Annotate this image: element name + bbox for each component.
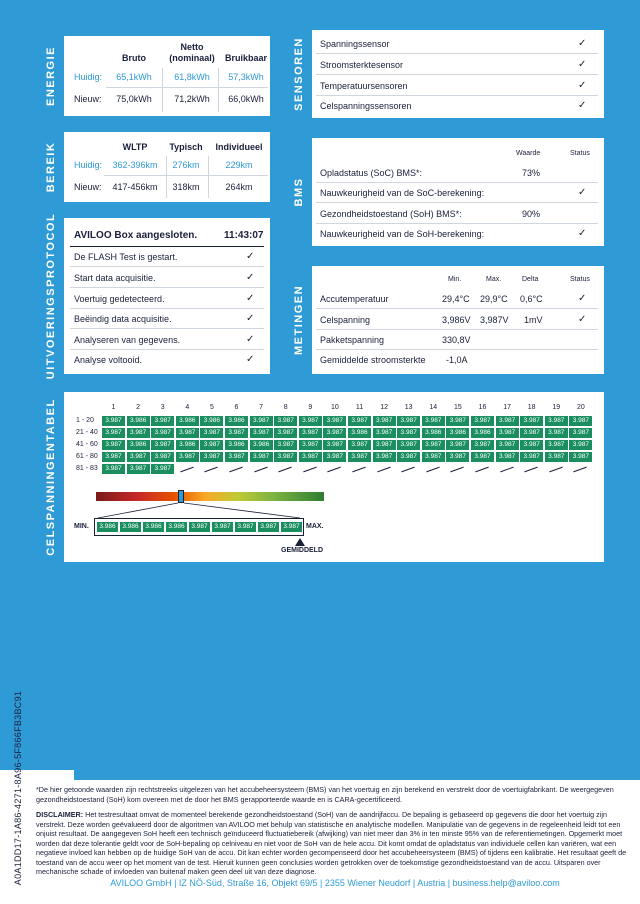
- metingen-min: 330,8V: [442, 335, 471, 345]
- divider: [70, 349, 264, 350]
- cell-voltage: 3.986: [200, 416, 223, 426]
- energie-nieuw-label: Nieuw:: [74, 94, 102, 104]
- protocol-item: Analyse voltooid.: [74, 355, 143, 365]
- cell-voltage: 3.986: [176, 440, 199, 450]
- divider: [208, 156, 209, 198]
- column-number: 16: [478, 404, 487, 411]
- col-netto: Netto: [180, 42, 204, 52]
- check-icon: ✓: [578, 293, 587, 304]
- divider: [316, 223, 598, 224]
- divider: [316, 349, 598, 350]
- sensor-item: Stroomsterktesensor: [320, 60, 404, 70]
- bereik-nieuw-individueel: 264km: [225, 182, 253, 192]
- cell-voltage: 3.987: [397, 440, 420, 450]
- bereik-huidig-individueel: 229km: [225, 160, 253, 170]
- cell-voltage: 3.987: [545, 440, 568, 450]
- footer-text: [36, 785, 634, 883]
- cell-voltage: 3.987: [496, 452, 519, 462]
- row-label: 1 - 20: [76, 417, 94, 424]
- bms-label: Gezondheidstoestand (SoH) BMS*:: [320, 209, 462, 219]
- metingen-side: METINGEN: [286, 266, 312, 374]
- cell-voltage: 3.987: [225, 452, 248, 462]
- cell-voltage: 3.987: [250, 428, 273, 438]
- column-number: 14: [429, 404, 438, 411]
- energie-nieuw-netto: 71,2kWh: [174, 94, 210, 104]
- metingen-max: 3,987V: [480, 315, 509, 325]
- cell-voltage: 3.987: [348, 416, 371, 426]
- row-label: 21 - 40: [76, 429, 98, 436]
- cell-voltage: 3.987: [520, 428, 543, 438]
- bms-card: [284, 136, 606, 248]
- divider: [70, 266, 264, 267]
- bereik-nieuw-wltp: 417-456km: [112, 182, 158, 192]
- column-number: 15: [453, 404, 462, 411]
- protocol-item: Start data acquisitie.: [74, 273, 156, 283]
- divider: [316, 53, 598, 54]
- check-icon: ✓: [578, 80, 587, 91]
- cell-voltage: 3.987: [299, 428, 322, 438]
- cell-voltage: 3.987: [545, 416, 568, 426]
- col-wltp: WLTP: [122, 142, 148, 152]
- column-number: 18: [527, 404, 536, 411]
- col-bruto: Bruto: [122, 53, 146, 63]
- cell-voltage: 3.987: [151, 428, 174, 438]
- divider: [70, 287, 264, 288]
- cell-voltage: 3.987: [274, 416, 297, 426]
- protocol-card: [36, 212, 272, 380]
- scale-cell: 3.987: [235, 522, 256, 532]
- cell-voltage: 3.987: [471, 452, 494, 462]
- divider: [162, 68, 163, 112]
- cell-voltage: 3.987: [373, 428, 396, 438]
- cell-voltage: 3.987: [496, 428, 519, 438]
- cell-voltage: 3.987: [299, 440, 322, 450]
- energie-huidig-bruto: 65,1kWh: [116, 72, 152, 82]
- check-icon: ✓: [246, 272, 255, 283]
- metingen-max: 29,9°C: [480, 294, 508, 304]
- energie-huidig-netto: 61,8kWh: [174, 72, 210, 82]
- column-number: 6: [234, 404, 239, 411]
- cell-voltage: 3.987: [151, 416, 174, 426]
- cell-voltage: 3.987: [397, 416, 420, 426]
- scale-cell: 3.986: [143, 522, 164, 532]
- document-id: A0A1DD17-1A86-4271-8A96-5F866FB3BC91: [13, 690, 23, 885]
- column-number: 2: [136, 404, 141, 411]
- divider: [70, 328, 264, 329]
- column-number: 19: [552, 404, 561, 411]
- cell-voltage: 3.987: [151, 464, 174, 474]
- cell-voltage: 3.987: [496, 440, 519, 450]
- cell-voltage: 3.987: [446, 452, 469, 462]
- divider: [104, 175, 268, 176]
- bereik-nieuw-label: Nieuw:: [74, 182, 102, 192]
- cell-voltage: 3.987: [200, 452, 223, 462]
- protocol-item: Beëindig data acquisitie.: [74, 314, 172, 324]
- column-number: 3: [160, 404, 165, 411]
- company-address: AVILOO GmbH | IZ NÖ-Süd, Straße 16, Objekt 69/5 | 2355 Wiener Neudorf | Austria | business.help@aviloo.com: [110, 878, 560, 888]
- bereik-card: [36, 130, 272, 204]
- cell-voltage: 3.986: [225, 440, 248, 450]
- cell-voltage: 3.987: [422, 452, 445, 462]
- check-icon: ✓: [246, 354, 255, 365]
- cell-voltage: 3.987: [250, 416, 273, 426]
- divider: [106, 87, 268, 88]
- cell-voltage: 3.986: [176, 416, 199, 426]
- cell-voltage: 3.986: [446, 428, 469, 438]
- divider: [316, 74, 598, 75]
- col-max: Max.: [486, 276, 502, 283]
- scale-cell: 3.987: [212, 522, 233, 532]
- cell-voltage: 3.987: [274, 428, 297, 438]
- cell-voltage: 3.987: [348, 452, 371, 462]
- cell-voltage: 3.987: [102, 416, 125, 426]
- bms-label: Opladstatus (SoC) BMS*:: [320, 168, 423, 178]
- energie-nieuw-bruikbaar: 66,0kWh: [228, 94, 264, 104]
- cell-voltage: 3.987: [520, 440, 543, 450]
- scale-cell: 3.987: [258, 522, 279, 532]
- bms-label: Nauwkeurigheid van de SoC-berekening:: [320, 188, 485, 198]
- scale-cell: 3.987: [189, 522, 210, 532]
- protocol-side: UITVOERINGSPROTOCOL: [38, 218, 64, 374]
- sensoren-card: [284, 28, 606, 120]
- cell-voltage: 3.987: [569, 428, 592, 438]
- scale-cell: 3.987: [281, 522, 302, 532]
- footer-note: *De hier getoonde waarden zijn rechtstreeks uitgelezen van het accubeheersysteem (BMS) van het voertuig en zijn berekend en verstrekt door de voertuigfabrikant. De weergegeven gezondheidstoestand (SoH) kom overeen met de door het BMS gerapporteerde waarde en is CARA-gecertificeerd.: [36, 785, 614, 804]
- divider: [316, 202, 598, 203]
- sensor-item: Celspanningssensoren: [320, 101, 412, 111]
- metingen-card: [284, 264, 606, 376]
- metingen-min: 3,986V: [442, 315, 471, 325]
- bms-label: Nauwkeurigheid van de SoH-berekening:: [320, 229, 485, 239]
- cell-voltage: 3.987: [569, 416, 592, 426]
- column-number: 5: [209, 404, 214, 411]
- cell-voltage: 3.987: [422, 416, 445, 426]
- cell-voltage: 3.987: [127, 452, 150, 462]
- bereik-nieuw-typisch: 318km: [172, 182, 200, 192]
- col-status: Status: [570, 276, 590, 283]
- col-status: Status: [570, 150, 590, 157]
- bms-side: BMS: [286, 138, 312, 246]
- cell-voltage: 3.987: [471, 416, 494, 426]
- cell-voltage: 3.986: [127, 440, 150, 450]
- check-icon: ✓: [246, 293, 255, 304]
- column-number: 12: [380, 404, 388, 411]
- row-label: 41 - 60: [76, 441, 98, 448]
- check-icon: ✓: [246, 313, 255, 324]
- cell-voltage: 3.987: [496, 416, 519, 426]
- column-number: 4: [185, 404, 190, 411]
- check-icon: ✓: [578, 38, 587, 49]
- bereik-huidig-wltp: 362-396km: [112, 160, 158, 170]
- cell-voltage: 3.986: [127, 416, 150, 426]
- scale-cell: 3.986: [166, 522, 187, 532]
- divider: [316, 182, 598, 183]
- energie-huidig-label: Huidig:: [74, 72, 103, 82]
- cell-voltage: 3.987: [274, 452, 297, 462]
- cell-voltage: 3.986: [250, 440, 273, 450]
- metingen-min: -1,0A: [446, 355, 468, 365]
- footer-disclaimer: DISCLAIMER: Het testresultaat omvat de momenteel berekende gezondheidstoestand (SoH) van de aandrijfaccu. De bepaling is gebaseerd op gegevens die door het voertuig zijn verstrekt. Deze worden geëvalueerd door de algoritmen van AVILOO met behulp van statistische en analytische modellen. Manipulatie van de gegevens in de regeleenheid leidt tot een onjuist resultaat. De aangegeven SoH heeft een technisch geïnduceerd fluctuatiebereik (afwijking) van niet meer dan 3% in ten minste 95% van de referentiemetingen. Opgemerkt moet worden dat deze tolerantie geldt voor de SoH-bepaling op celniveau en niet voor de SoH van de hele accu. Dit komt omdat de opladstatus van individuele cellen kan variëren, wat een negatieve invloed kan hebben op de huidige SoH van de accu. Dit kan echter worden gecompenseerd door het accubeheersysteem (BMS) of tijdens een kalibratie. Het resultaat geeft de toestand van de accu weer op het moment van de test. Hieruit kunnen geen conclusies worden getrokken over de toekomstige gezondheidstoestand van de accu. Uitsparen over mechanische schade of invloeden van buitenaf maken geen deel uit van deze diagnose.: [36, 810, 627, 876]
- cell-voltage: 3.986: [422, 428, 445, 438]
- bereik-side: BEREIK: [38, 132, 64, 202]
- divider: [316, 329, 598, 330]
- cell-voltage: 3.987: [569, 440, 592, 450]
- cell-voltage: 3.987: [200, 440, 223, 450]
- cell-voltage: 3.987: [299, 452, 322, 462]
- cell-voltage: 3.987: [569, 452, 592, 462]
- sensor-item: Spanningssensor: [320, 39, 390, 49]
- cell-voltage: 3.987: [373, 416, 396, 426]
- col-individueel: Individueel: [215, 142, 263, 152]
- cell-voltage: 3.987: [274, 440, 297, 450]
- energie-card: [36, 34, 272, 118]
- column-number: 8: [283, 404, 288, 411]
- cell-voltage: 3.987: [520, 452, 543, 462]
- cell-voltage: 3.987: [348, 440, 371, 450]
- protocol-header: AVILOO Box aangesloten.: [74, 230, 198, 241]
- sensor-item: Temperatuursensoren: [320, 81, 408, 91]
- cell-voltage: 3.987: [176, 428, 199, 438]
- check-icon: ✓: [578, 187, 587, 198]
- column-number: 10: [330, 404, 339, 411]
- cell-voltage: 3.987: [397, 452, 420, 462]
- check-icon: ✓: [246, 334, 255, 345]
- col-typisch: Typisch: [169, 142, 203, 152]
- cell-voltage: 3.987: [250, 452, 273, 462]
- divider: [70, 246, 264, 247]
- scale-cell: 3.986: [97, 522, 118, 532]
- energie-nieuw-bruto: 75,0kWh: [116, 94, 152, 104]
- col-delta: Delta: [522, 276, 539, 283]
- metingen-delta: 0,6°C: [520, 294, 543, 304]
- cell-voltage: 3.987: [225, 428, 248, 438]
- column-number: 17: [503, 404, 511, 411]
- cell-voltage: 3.987: [446, 416, 469, 426]
- column-number: 11: [355, 404, 364, 411]
- column-number: 20: [576, 404, 585, 411]
- column-number: 9: [308, 404, 313, 411]
- bms-value: 73%: [522, 168, 541, 178]
- cell-voltage: 3.987: [323, 416, 346, 426]
- scale-cell: 3.986: [120, 522, 141, 532]
- metingen-label: Gemiddelde stroomsterkte: [320, 355, 426, 365]
- check-icon: ✓: [578, 59, 587, 70]
- cell-voltage: 3.986: [348, 428, 371, 438]
- col-netto-nominaal: (nominaal): [169, 53, 215, 63]
- sensoren-side: SENSOREN: [286, 30, 312, 118]
- cell-voltage: 3.987: [323, 428, 346, 438]
- column-number: 13: [404, 404, 413, 411]
- divider: [316, 95, 598, 96]
- cell-voltage: 3.987: [127, 428, 150, 438]
- check-icon: ✓: [578, 228, 587, 239]
- metingen-label: Pakketspanning: [320, 335, 385, 345]
- cell-voltage: 3.987: [471, 440, 494, 450]
- column-number: 7: [259, 404, 264, 411]
- metingen-label: Celspanning: [320, 315, 371, 325]
- protocol-item: Analyseren van gegevens.: [74, 335, 181, 345]
- col-bruikbaar: Bruikbaar: [224, 53, 268, 63]
- bms-value: 90%: [522, 209, 541, 219]
- cell-voltage: 3.987: [102, 428, 125, 438]
- celspanning-side: CELSPANNINGENTABEL: [38, 392, 64, 562]
- metingen-min: 29,4°C: [442, 294, 470, 304]
- column-number: 1: [111, 404, 116, 411]
- cell-voltage: 3.987: [373, 440, 396, 450]
- average-marker-icon: [295, 538, 305, 546]
- metingen-delta: 1mV: [524, 315, 543, 325]
- scale-max-label: MAX.: [306, 523, 324, 530]
- col-waarde: Waarde: [516, 150, 541, 157]
- divider: [70, 308, 264, 309]
- cell-voltage: 3.987: [373, 452, 396, 462]
- divider: [218, 68, 219, 112]
- cell-voltage: 3.987: [102, 452, 125, 462]
- divider: [166, 156, 167, 198]
- scale-min-label: MIN.: [74, 523, 89, 530]
- average-label: GEMIDDELD: [281, 547, 323, 554]
- cell-voltage: 3.987: [299, 416, 322, 426]
- metingen-label: Accutemperatuur: [320, 294, 389, 304]
- cell-voltage: 3.987: [127, 464, 150, 474]
- cell-voltage: 3.987: [176, 452, 199, 462]
- protocol-item: Voertuig gedetecteerd.: [74, 294, 165, 304]
- cell-voltage: 3.987: [200, 428, 223, 438]
- celspanning-card: [36, 390, 606, 564]
- energie-side: ENERGIE: [38, 36, 64, 116]
- cell-voltage: 3.987: [323, 440, 346, 450]
- bereik-huidig-label: Huidig:: [74, 160, 103, 170]
- check-icon: ✓: [578, 314, 587, 325]
- cell-voltage: 3.987: [545, 428, 568, 438]
- check-icon: ✓: [578, 100, 587, 111]
- zoom-lines: [38, 392, 604, 562]
- protocol-time: 11:43:07: [224, 230, 264, 241]
- check-icon: ✓: [246, 251, 255, 262]
- cell-voltage: 3.987: [545, 452, 568, 462]
- cell-voltage: 3.986: [471, 428, 494, 438]
- bereik-huidig-typisch: 276km: [172, 160, 200, 170]
- cell-voltage: 3.987: [397, 428, 420, 438]
- row-label: 61 - 80: [76, 453, 98, 460]
- cell-voltage: 3.987: [151, 440, 174, 450]
- cell-voltage: 3.987: [520, 416, 543, 426]
- cell-voltage: 3.987: [323, 452, 346, 462]
- cell-voltage: 3.987: [422, 440, 445, 450]
- protocol-item: De FLASH Test is gestart.: [74, 252, 178, 262]
- divider: [316, 308, 598, 309]
- row-label: 81 - 83: [76, 465, 98, 472]
- cell-voltage: 3.986: [225, 416, 248, 426]
- col-min: Min.: [448, 276, 462, 283]
- cell-voltage: 3.987: [446, 440, 469, 450]
- cell-voltage: 3.987: [102, 464, 125, 474]
- cell-voltage: 3.987: [102, 440, 125, 450]
- energie-huidig-bruikbaar: 57,3kWh: [228, 72, 264, 82]
- cell-voltage: 3.987: [151, 452, 174, 462]
